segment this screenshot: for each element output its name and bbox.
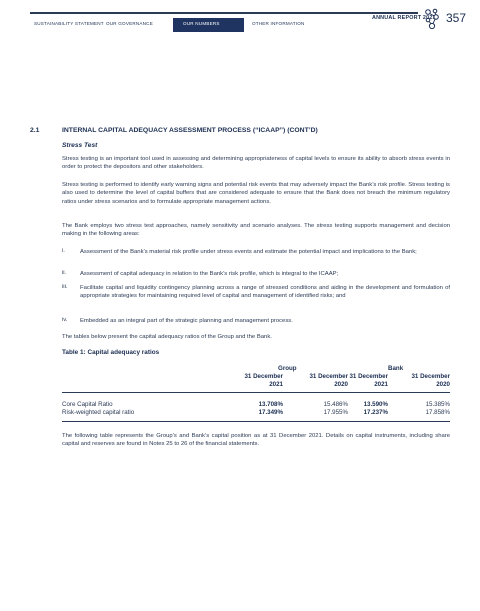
paragraph-3: The Bank employs two stress test approaches, namely sensitivity and scenario analyses. The stress testing supports management and decision making in the following areas: bbox=[62, 223, 450, 238]
list-item: Assessment of capital adequacy in relation to the Bank’s risk profile, which is integral to the ICAAP; bbox=[80, 271, 339, 277]
table-cell: 17.955% bbox=[323, 409, 348, 416]
paragraph-5: The following table represents the Group’s and Bank’s capital position as at 31 December 2021. Details on capital instruments, including share capital and reserves are found in Notes 25 to 26 of the financial statements. bbox=[62, 433, 450, 448]
column-header-group-2021: 31 December 2021 bbox=[244, 373, 283, 389]
table-cell: 13.590% bbox=[363, 401, 388, 408]
list-item-number: i. bbox=[62, 248, 65, 254]
paragraph-1: Stress testing is an important tool used in assessing and determining appropriateness of capital levels to ensure its ability to absorb stress events in order to protect the depositors and other stakeholders. bbox=[62, 156, 450, 171]
table-cell: 15.385% bbox=[425, 401, 450, 408]
section-number: 2.1 bbox=[30, 127, 40, 134]
list-item-number: iii. bbox=[62, 284, 68, 290]
list-item: Assessment of the Bank’s material risk profile under stress events and estimate the potential impact and implications to the Bank; bbox=[80, 249, 417, 255]
subheading: Stress Test bbox=[62, 142, 98, 149]
report-label: ANNUAL REPORT 2021 bbox=[372, 15, 436, 21]
row-label: Risk-weighted capital ratio bbox=[62, 409, 135, 416]
list-item-number: ii. bbox=[62, 270, 67, 276]
bank-header: Bank bbox=[388, 365, 404, 372]
header-rule bbox=[30, 12, 418, 14]
list-item-number: iv. bbox=[62, 317, 68, 323]
top-navigation bbox=[30, 18, 324, 32]
paragraph-2: Stress testing is performed to identify early warning signs and potential risk events that may adversely impact the Bank’s risk profile. Stress testing is also used to determine the level of capital buffers that are considered adequate to ensure that the Bank does not breach the minimum regulatory ratios under stress scenarios and to formulate appropriate management actions. bbox=[62, 182, 450, 205]
company-logo-icon bbox=[423, 8, 441, 30]
table-cell: 13.708% bbox=[258, 401, 283, 408]
column-header-bank-2021: 31 December 2021 bbox=[349, 373, 388, 389]
column-header-bank-2020: 31 December 2020 bbox=[411, 373, 450, 389]
page-number: 357 bbox=[446, 11, 467, 25]
table-divider bbox=[62, 392, 450, 393]
group-header: Group bbox=[278, 365, 297, 372]
table-cell: 17.349% bbox=[258, 409, 283, 416]
paragraph-4: The tables below present the capital adequacy ratios of the Group and the Bank. bbox=[62, 334, 272, 340]
section-title: INTERNAL CAPITAL ADEQUACY ASSESSMENT PROCESS (“ICAAP”) (CONT’D) bbox=[62, 127, 318, 134]
table-cell: 15.486% bbox=[323, 401, 348, 408]
table-bottom-rule bbox=[62, 421, 450, 422]
nav-our-governance[interactable]: OUR GOVERNANCE bbox=[106, 21, 153, 26]
table-caption: Table 1: Capital adequacy ratios bbox=[62, 349, 160, 356]
column-header-group-2020: 31 December 2020 bbox=[309, 373, 348, 389]
list-item: Facilitate capital and liquidity contingency planning across a range of stressed conditions and aiding in the development and formulation of appropriate strategies for maintaining required level of capital and management of identified risks; and bbox=[80, 285, 450, 300]
list-item: Embedded as an integral part of the strategic planning and management process. bbox=[80, 318, 293, 324]
table-cell: 17.237% bbox=[363, 409, 388, 416]
nav-other-information[interactable]: OTHER INFORMATION bbox=[252, 21, 305, 26]
table-cell: 17.858% bbox=[425, 409, 450, 416]
nav-our-numbers-active[interactable]: OUR NUMBERS bbox=[173, 18, 244, 32]
row-label: Core Capital Ratio bbox=[62, 401, 113, 408]
nav-sustainability-statement[interactable]: SUSTAINABILITY STATEMENT bbox=[34, 21, 104, 26]
